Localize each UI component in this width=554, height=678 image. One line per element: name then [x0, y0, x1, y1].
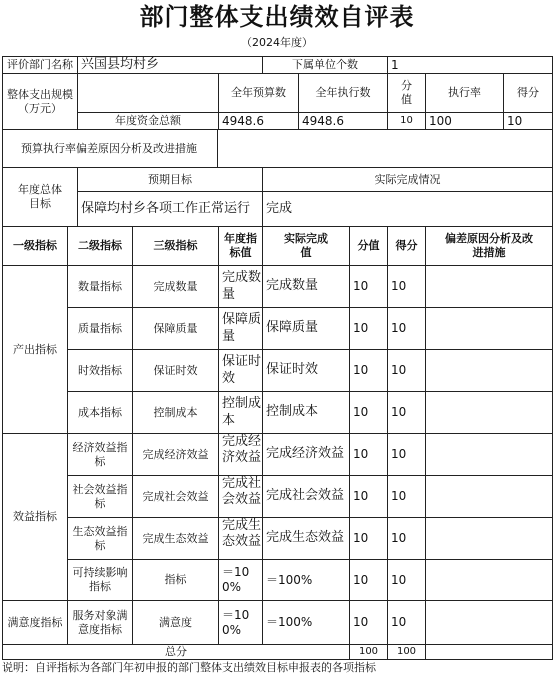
col-lvl2: 二级指标 — [67, 226, 133, 266]
actual-value: 完成 — [262, 191, 553, 227]
row-level3: 保证时效 — [132, 349, 219, 392]
row-reason — [425, 517, 553, 560]
row-level3: 满意度 — [132, 600, 219, 645]
row-level3: 完成生态效益 — [132, 517, 219, 560]
footnote: 说明：自评指标为各部门年初申报的部门整体支出绩效目标申报表的各项指标 — [2, 661, 376, 674]
row-score: 10 — [349, 517, 388, 560]
row-level3: 完成数量 — [132, 265, 219, 308]
total-funds-label: 年度资金总额 — [77, 112, 219, 130]
row-actual: 保证时效 — [262, 349, 350, 392]
row-got: 10 — [387, 307, 426, 350]
row-reason — [425, 307, 553, 350]
row-level3: 控制成本 — [132, 391, 219, 434]
row-level2: 数量指标 — [67, 265, 133, 308]
row-reason — [425, 265, 553, 308]
row-target: 保证时效 — [218, 349, 263, 392]
row-score: 10 — [349, 391, 388, 434]
row-got: 10 — [387, 517, 426, 560]
row-target: 完成社会效益 — [218, 475, 263, 518]
row-score: 10 — [349, 559, 388, 601]
row-level2: 质量指标 — [67, 307, 133, 350]
exec-value: 4948.6 — [298, 112, 388, 130]
total-label: 总分 — [2, 644, 350, 660]
total-reason — [425, 644, 553, 660]
sub-units-value: 1 — [387, 56, 553, 74]
row-actual: 完成经济效益 — [262, 433, 350, 476]
row-reason — [425, 559, 553, 601]
row-target: 保障质量 — [218, 307, 263, 350]
row-level2: 时效指标 — [67, 349, 133, 392]
row-target: 完成经济效益 — [218, 433, 263, 476]
row-score: 10 — [349, 475, 388, 518]
row-got: 10 — [387, 559, 426, 601]
col-got: 得分 — [387, 226, 426, 266]
score-label-short: 分值 — [387, 73, 426, 113]
row-level2: 可持续影响指标 — [67, 559, 133, 601]
exec-rate-value: 100 — [425, 112, 504, 130]
expected-value: 保障均村乡各项工作正常运行 — [77, 191, 263, 227]
row-actual: 控制成本 — [262, 391, 350, 434]
col-score: 分值 — [349, 226, 388, 266]
col-lvl1: 一级指标 — [2, 226, 68, 266]
row-reason — [425, 600, 553, 645]
col-lvl3: 三级指标 — [132, 226, 219, 266]
row-level3: 完成经济效益 — [132, 433, 219, 476]
row-score: 10 — [349, 349, 388, 392]
row-reason — [425, 349, 553, 392]
page-title: 部门整体支出绩效自评表 — [139, 3, 415, 31]
row-level2: 服务对象满意度指标 — [67, 600, 133, 645]
sub-units-label: 下属单位个数 — [262, 56, 388, 74]
row-score: 10 — [349, 307, 388, 350]
row-reason — [425, 391, 553, 434]
row-level2: 生态效益指标 — [67, 517, 133, 560]
row-target: ＝100% — [218, 600, 263, 645]
year-label: （2024年度） — [241, 36, 313, 49]
dept-label: 评价部门名称 — [2, 56, 78, 74]
row-target: 控制成本 — [218, 391, 263, 434]
actual-label: 实际完成情况 — [262, 167, 553, 192]
scale-label: 整体支出规模（万元） — [2, 73, 78, 130]
row-score: 10 — [349, 600, 388, 645]
row-actual: 保障质量 — [262, 307, 350, 350]
row-got: 10 — [387, 349, 426, 392]
row-got: 10 — [387, 433, 426, 476]
col-actual: 实际完成值 — [262, 226, 350, 266]
score-obtained: 10 — [503, 112, 553, 130]
goals-label: 年度总体目标 — [2, 167, 78, 227]
row-actual: 完成数量 — [262, 265, 350, 308]
row-reason — [425, 433, 553, 476]
col-reason: 偏差原因分析及改进措施 — [425, 226, 553, 266]
row-got: 10 — [387, 391, 426, 434]
exec-rate-label: 执行率 — [425, 73, 504, 113]
row-score: 10 — [349, 433, 388, 476]
group-benefit: 效益指标 — [2, 433, 68, 601]
row-got: 10 — [387, 600, 426, 645]
row-level3: 保障质量 — [132, 307, 219, 350]
row-actual: ＝100% — [262, 600, 350, 645]
budget-value: 4948.6 — [218, 112, 299, 130]
row-reason — [425, 475, 553, 518]
row-score: 10 — [349, 265, 388, 308]
scale-blank — [77, 73, 219, 113]
expected-label: 预期目标 — [77, 167, 263, 192]
row-actual: 完成社会效益 — [262, 475, 350, 518]
score-label: 得分 — [503, 73, 553, 113]
col-target: 年度指标值 — [218, 226, 263, 266]
total-score: 100 — [349, 644, 388, 660]
row-level2: 经济效益指标 — [67, 433, 133, 476]
row-target: 完成数量 — [218, 265, 263, 308]
row-got: 10 — [387, 265, 426, 308]
row-actual: ＝100% — [262, 559, 350, 601]
row-level2: 社会效益指标 — [67, 475, 133, 518]
exec-label: 全年执行数 — [298, 73, 388, 113]
row-got: 10 — [387, 475, 426, 518]
group-output: 产出指标 — [2, 265, 68, 434]
row-actual: 完成生态效益 — [262, 517, 350, 560]
row-target: ＝100% — [218, 559, 263, 601]
group-satisfaction: 满意度指标 — [2, 600, 68, 645]
row-level3: 指标 — [132, 559, 219, 601]
deviation-value — [217, 129, 553, 168]
row-level3: 完成社会效益 — [132, 475, 219, 518]
budget-label: 全年预算数 — [218, 73, 299, 113]
dept-value: 兴国县均村乡 — [77, 56, 263, 74]
score-value: 10 — [387, 112, 426, 130]
total-got: 100 — [387, 644, 426, 660]
deviation-label: 预算执行率偏差原因分析及改进措施 — [2, 129, 218, 168]
row-level2: 成本指标 — [67, 391, 133, 434]
row-target: 完成生态效益 — [218, 517, 263, 560]
